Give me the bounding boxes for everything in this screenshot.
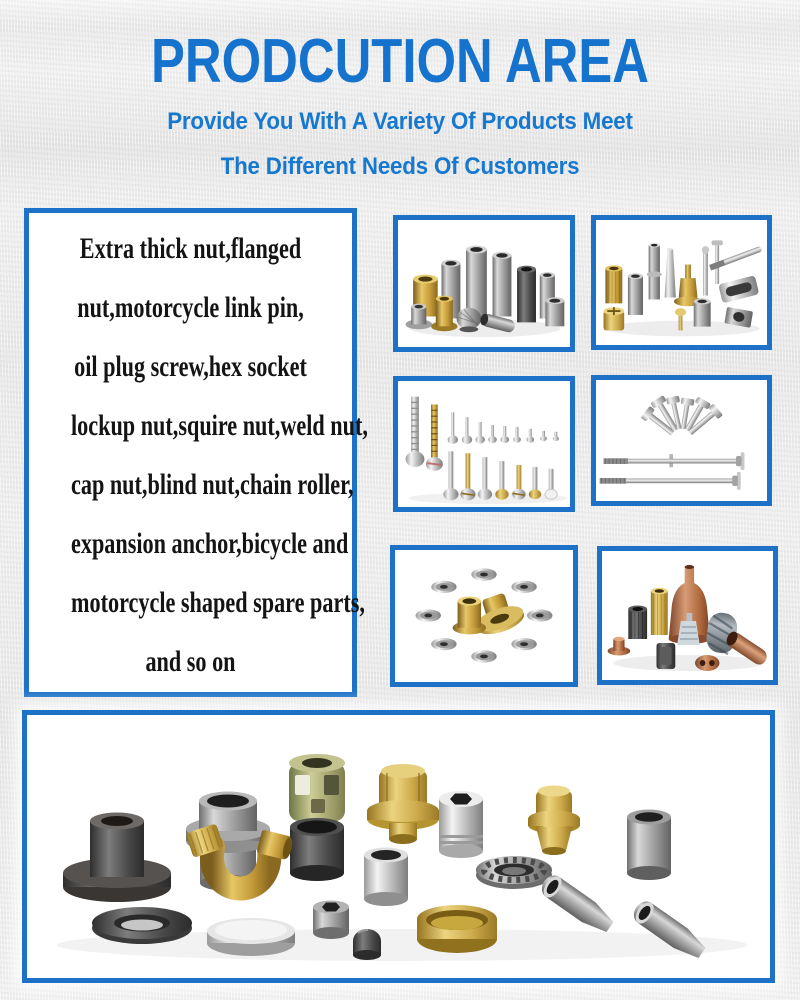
machined-fasteners-image bbox=[596, 220, 767, 345]
bushings-sleeves-image bbox=[398, 220, 570, 347]
copper-parts-image bbox=[602, 551, 773, 680]
formed-parts-image bbox=[27, 715, 770, 978]
product-description-box bbox=[24, 208, 368, 697]
product-photo-round-head-screws bbox=[393, 376, 575, 512]
description-line: motorcycle shaped spare parts, bbox=[70, 586, 365, 619]
page-title: PRODCUTION AREA bbox=[150, 27, 650, 96]
page-subtitle-line-2: The Different Needs Of Customers bbox=[220, 153, 580, 180]
product-photo-rivet-nuts bbox=[390, 545, 578, 687]
description-line: expansion anchor,bicycle and bbox=[70, 527, 349, 560]
product-photo-axle-rods bbox=[591, 375, 772, 506]
description-line: nut,motorcycle link pin, bbox=[77, 291, 304, 324]
description-line: cap nut,blind nut,chain roller, bbox=[70, 468, 354, 501]
description-line: and so on bbox=[145, 645, 236, 678]
description-line: Extra thick nut,flanged bbox=[79, 232, 302, 265]
description-line: oil plug screw,hex socket bbox=[74, 350, 307, 383]
product-photo-bushings-sleeves bbox=[393, 215, 575, 352]
axle-rods-image bbox=[596, 380, 767, 501]
product-photo-formed-parts-large bbox=[22, 710, 775, 983]
rivet-nuts-image bbox=[395, 550, 573, 682]
round-head-screws-image bbox=[398, 381, 570, 507]
description-line: lockup nut,squire nut,weld nut, bbox=[70, 409, 368, 442]
page-subtitle-line-1: Provide You With A Variety Of Products Meet bbox=[167, 108, 633, 135]
product-photo-copper-parts bbox=[597, 546, 778, 685]
product-photo-machined-fasteners bbox=[591, 215, 772, 350]
